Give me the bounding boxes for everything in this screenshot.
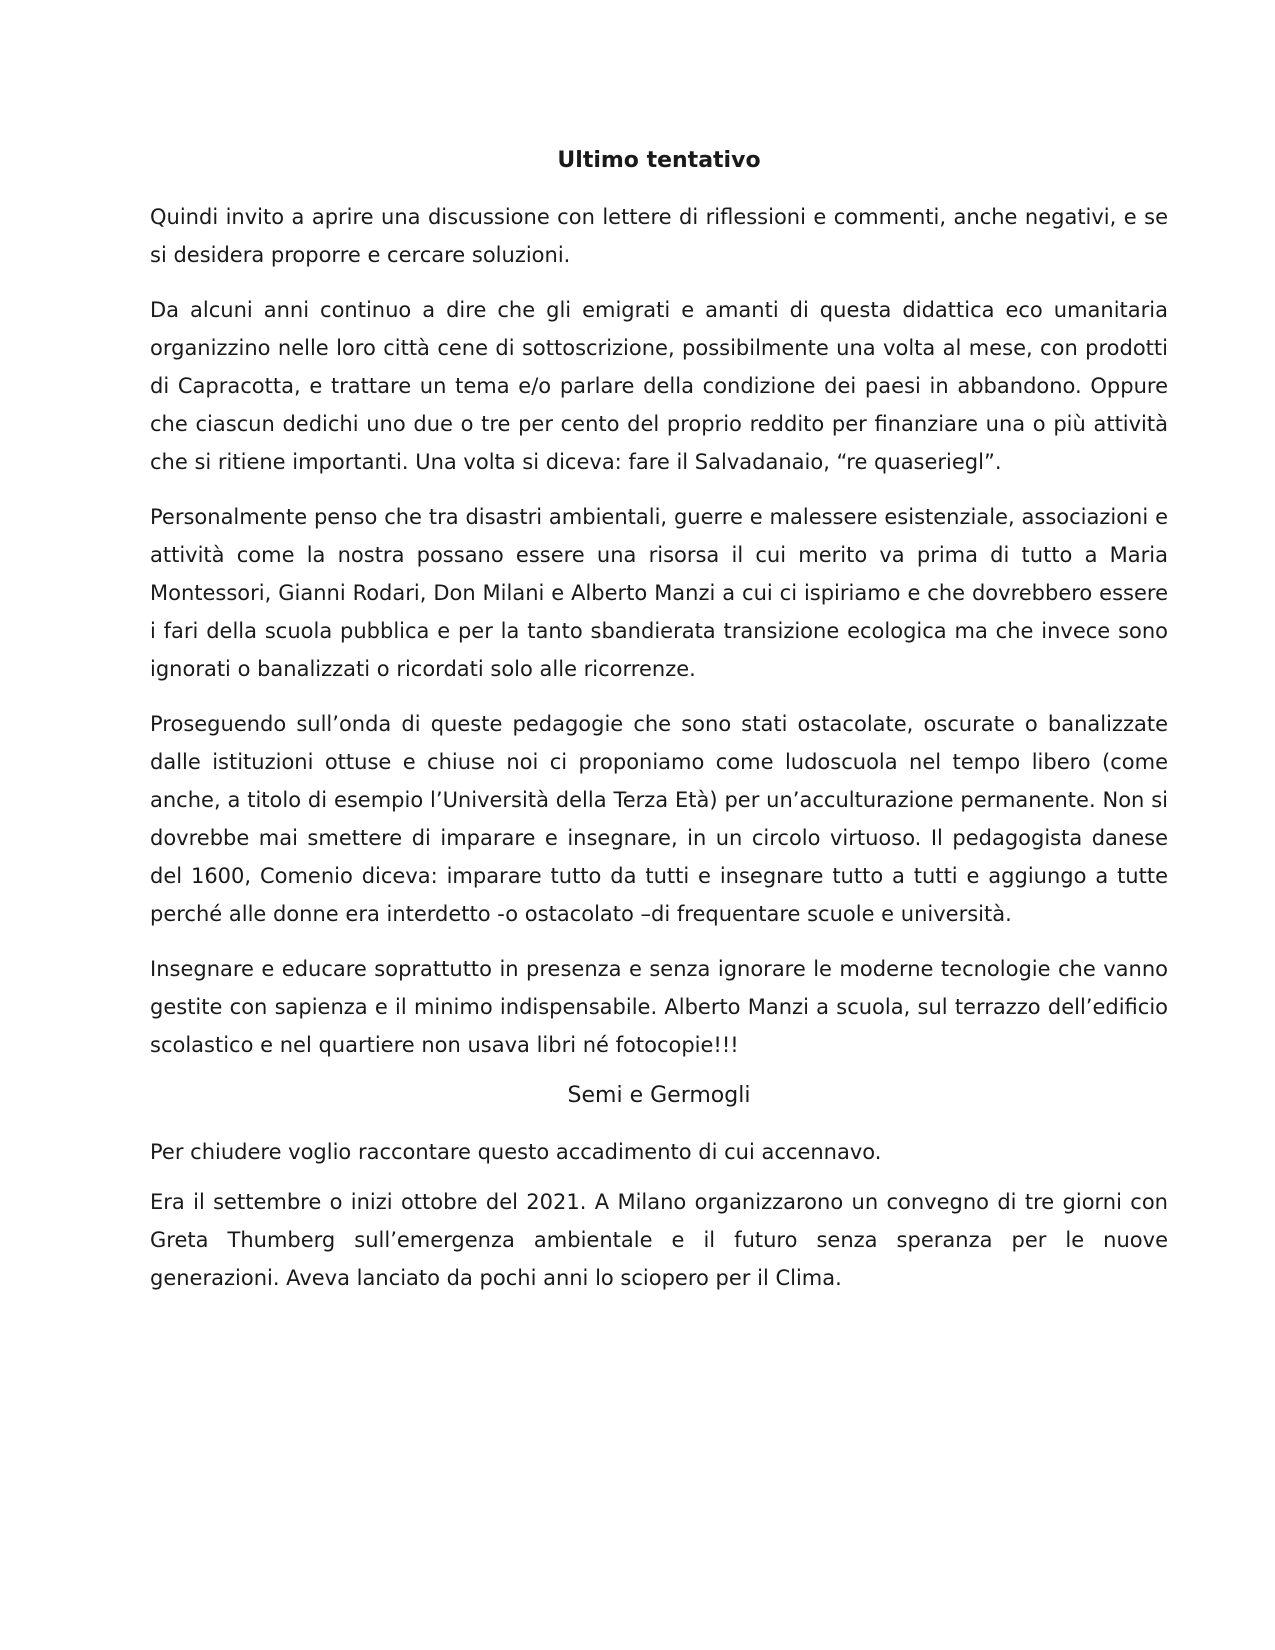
- paragraph-settembre-2021: Era il settembre o inizi ottobre del 2021. A Milano organizzarono un convegno di tre giorni con Greta Thumberg sull’emergenza ambientale e il futuro senza speranza per le nuove generazioni. Aveva lanciato da pochi anni lo sciopero per il Clima.: [150, 1190, 1168, 1290]
- paragraph-invito: Quindi invito a aprire una discussione con lettere di riflessioni e commenti, anche negativi, e se si desidera proporre e cercare soluzioni.: [150, 205, 1168, 267]
- section-subtitle: Semi e Germogli: [567, 1083, 751, 1108]
- paragraph-risorsa-pedagogisti: Personalmente penso che tra disastri ambientali, guerre e malessere esistenziale, associazioni e attività come la nostra possano essere una risorsa il cui merito va prima di tutto a Maria Montessori, Gianni Rodari, Don Milani e Alberto Manzi a cui ci ispiriamo e che dovrebbero essere i fari della scuola pubblica e per la tanto sbandierata transizione ecologica ma che invece sono ignorati o banalizzati o ricordati solo alle ricorrenze.: [150, 505, 1168, 681]
- paragraph-insegnare-educare: Insegnare e educare soprattutto in presenza e senza ignorare le moderne tecnologie che vanno gestite con sapienza e il minimo indispensabile. Alberto Manzi a scuola, sul terrazzo dell’edificio scolastico e nel quartiere non usava libri né fotocopie!!!: [150, 957, 1168, 1057]
- document-body: [150, 146, 1168, 1314]
- document-title: Ultimo tentativo: [557, 148, 761, 173]
- paragraph-cene-sottoscrizione: Da alcuni anni continuo a dire che gli emigrati e amanti di questa didattica eco umanitaria organizzino nelle loro città cene di sottoscrizione, possibilmente una volta al mese, con prodotti di Capracotta, e trattare un tema e/o parlare della condizione dei paesi in abbandono. Oppure che ciascun dedichi uno due o tre per cento del proprio reddito per finanziare una o più attività che si ritiene importanti. Una volta si diceva: fare il Salvadanaio, “re quaseriegl”.: [150, 298, 1168, 474]
- paragraph-ludoscuola: Proseguendo sull’onda di queste pedagogie che sono stati ostacolate, oscurate o banalizzate dalle istituzioni ottuse e chiuse noi ci proponiamo come ludoscuola nel tempo libero (come anche, a titolo di esempio l’Università della Terza Età) per un’acculturazione permanente. Non si dovrebbe mai smettere di imparare e insegnare, in un circolo virtuoso. Il pedagogista danese del 1600, Comenio diceva: imparare tutto da tutti e insegnare tutto a tutti e aggiungo a tutte perché alle donne era interdetto -o ostacolato –di frequentare scuole e università.: [150, 712, 1168, 926]
- paragraph-per-chiudere: Per chiudere voglio raccontare questo accadimento di cui accennavo.: [150, 1140, 882, 1164]
